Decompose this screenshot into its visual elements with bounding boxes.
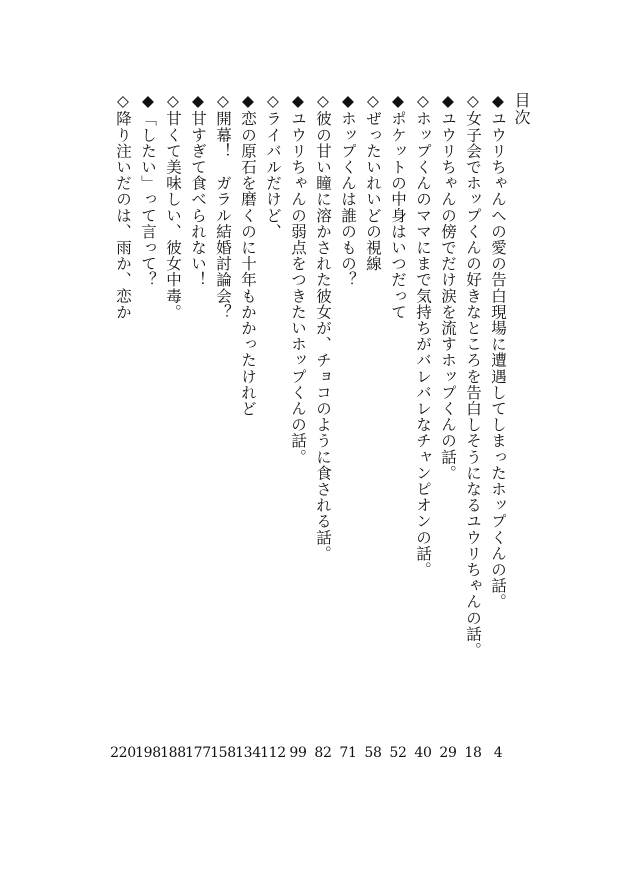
toc-entry-title: ◇甘くて美味しい、彼女中毒。 — [164, 92, 182, 320]
toc-entry-title: ◆「したい」って言って？ — [139, 92, 157, 288]
toc-entry-title: ◇降り注いだのは、雨か、恋か — [114, 92, 132, 320]
toc-entry-page: 4 — [493, 745, 503, 761]
toc-entry-page: 52 — [389, 745, 407, 761]
toc-entry-page: 18 — [464, 745, 482, 761]
toc-entry-title: ◆ユウリちゃんの弱点をつきたいホップくんの話。 — [289, 92, 307, 465]
toc-entry-page: 158 — [210, 745, 236, 761]
toc-entry-page: 99 — [289, 745, 307, 761]
toc-entry-title: ◆ホップくんは誰のもの？ — [339, 92, 357, 288]
toc-entry-title: ◆恋の原石を磨くのに十年もかかったけれど — [239, 92, 257, 417]
toc-entry-page: 220 — [110, 745, 136, 761]
toc-entry-title: ◆ポケットの中身はいつだって — [389, 92, 407, 320]
toc-entry-title: ◇彼の甘い瞳に溶かされた彼女が、チョコのように食される話。 — [314, 92, 332, 562]
toc-entry-page: 188 — [160, 745, 186, 761]
toc-title: 目次 — [512, 92, 531, 126]
toc-entry-title: ◆ユウリちゃんの傍でだけ涙を流すホップくんの話。 — [439, 92, 457, 481]
toc-entry-page: 40 — [414, 745, 432, 761]
toc-entry-title: ◇ぜったいれいどの視線 — [364, 92, 382, 272]
toc-entry-page: 71 — [339, 745, 357, 761]
toc-entry-page: 82 — [314, 745, 332, 761]
toc-entry-page: 177 — [185, 745, 211, 761]
toc-entry-page: 29 — [439, 745, 457, 761]
toc-entry-title: ◇ライバルだけど、 — [264, 92, 282, 240]
toc-entry-title: ◇女子会でホップくんの好きなところを告白しそうになるユウリちゃんの話。 — [464, 92, 482, 658]
toc-entry-page: 134 — [235, 745, 261, 761]
toc-entry-page: 198 — [135, 745, 161, 761]
toc-entry-page: 112 — [260, 745, 286, 761]
toc-entry-page: 58 — [364, 745, 382, 761]
toc-entry-title: ◆ユウリちゃんへの愛の告白現場に遭遇してしまったホップくんの話。 — [489, 92, 507, 610]
toc-entry-title: ◇ホップくんのママにまで気持ちがバレバレなチャンピオンの話。 — [414, 92, 432, 578]
toc-entry-title: ◇開幕！ ガラル結婚討論会？ — [214, 92, 232, 320]
toc-entry-title: ◆甘すぎて食べられない！ — [189, 92, 207, 288]
